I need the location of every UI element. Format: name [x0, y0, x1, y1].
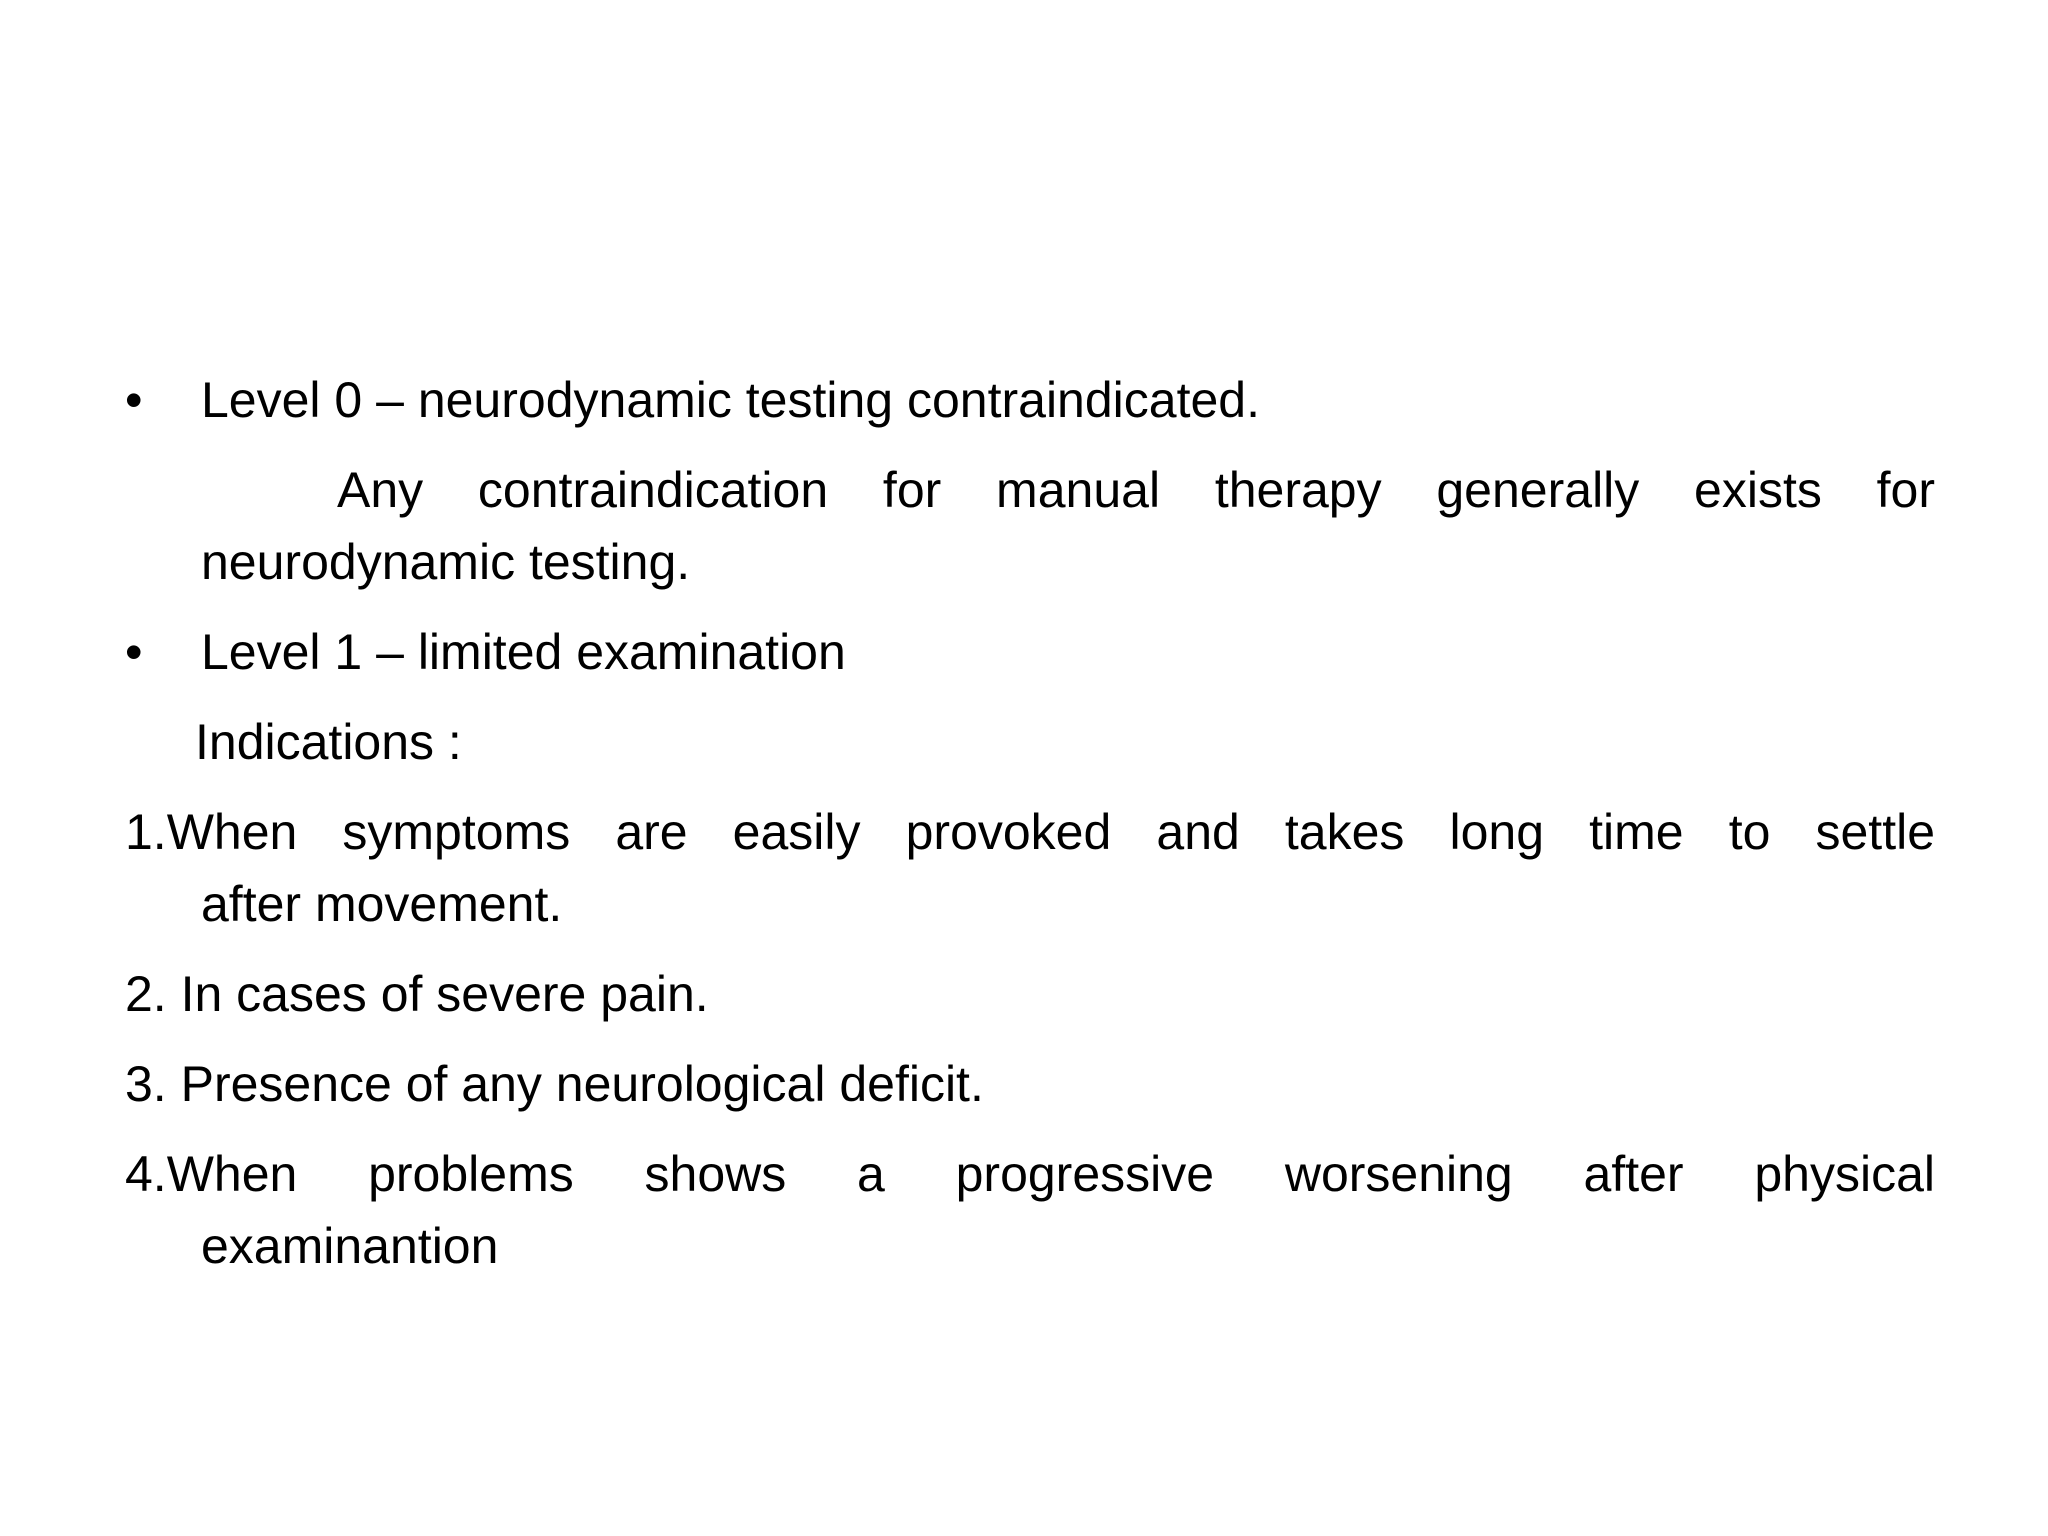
bullet-icon: •: [125, 372, 143, 428]
bullet-item-level-1: [125, 614, 1935, 690]
indication-1-line-1: 1.When symptoms are easily provoked and takes long time to settle: [125, 804, 1935, 860]
indication-4-line-1: 4.When problems shows a progressive worsening after physical: [125, 1146, 1935, 1202]
indication-1-line-2: after movement.: [201, 876, 563, 932]
bullet-icon: •: [125, 624, 143, 680]
level-0-description-line-2: neurodynamic testing.: [201, 534, 691, 590]
indications-heading: Indications :: [195, 714, 462, 770]
indication-2: 2. In cases of severe pain.: [125, 966, 709, 1022]
bullet-item-level-0: [125, 362, 1935, 438]
indication-3: 3. Presence of any neurological deficit.: [125, 1056, 984, 1112]
level-0-text: Level 0 – neurodynamic testing contraindicated.: [201, 372, 1260, 428]
level-0-description-line-1: Any contraindication for manual therapy generally exists for: [337, 462, 1935, 518]
slide-body: [125, 362, 1935, 1284]
level-1-text: Level 1 – limited examination: [201, 624, 846, 680]
indication-4-line-2: examinantion: [201, 1218, 499, 1274]
